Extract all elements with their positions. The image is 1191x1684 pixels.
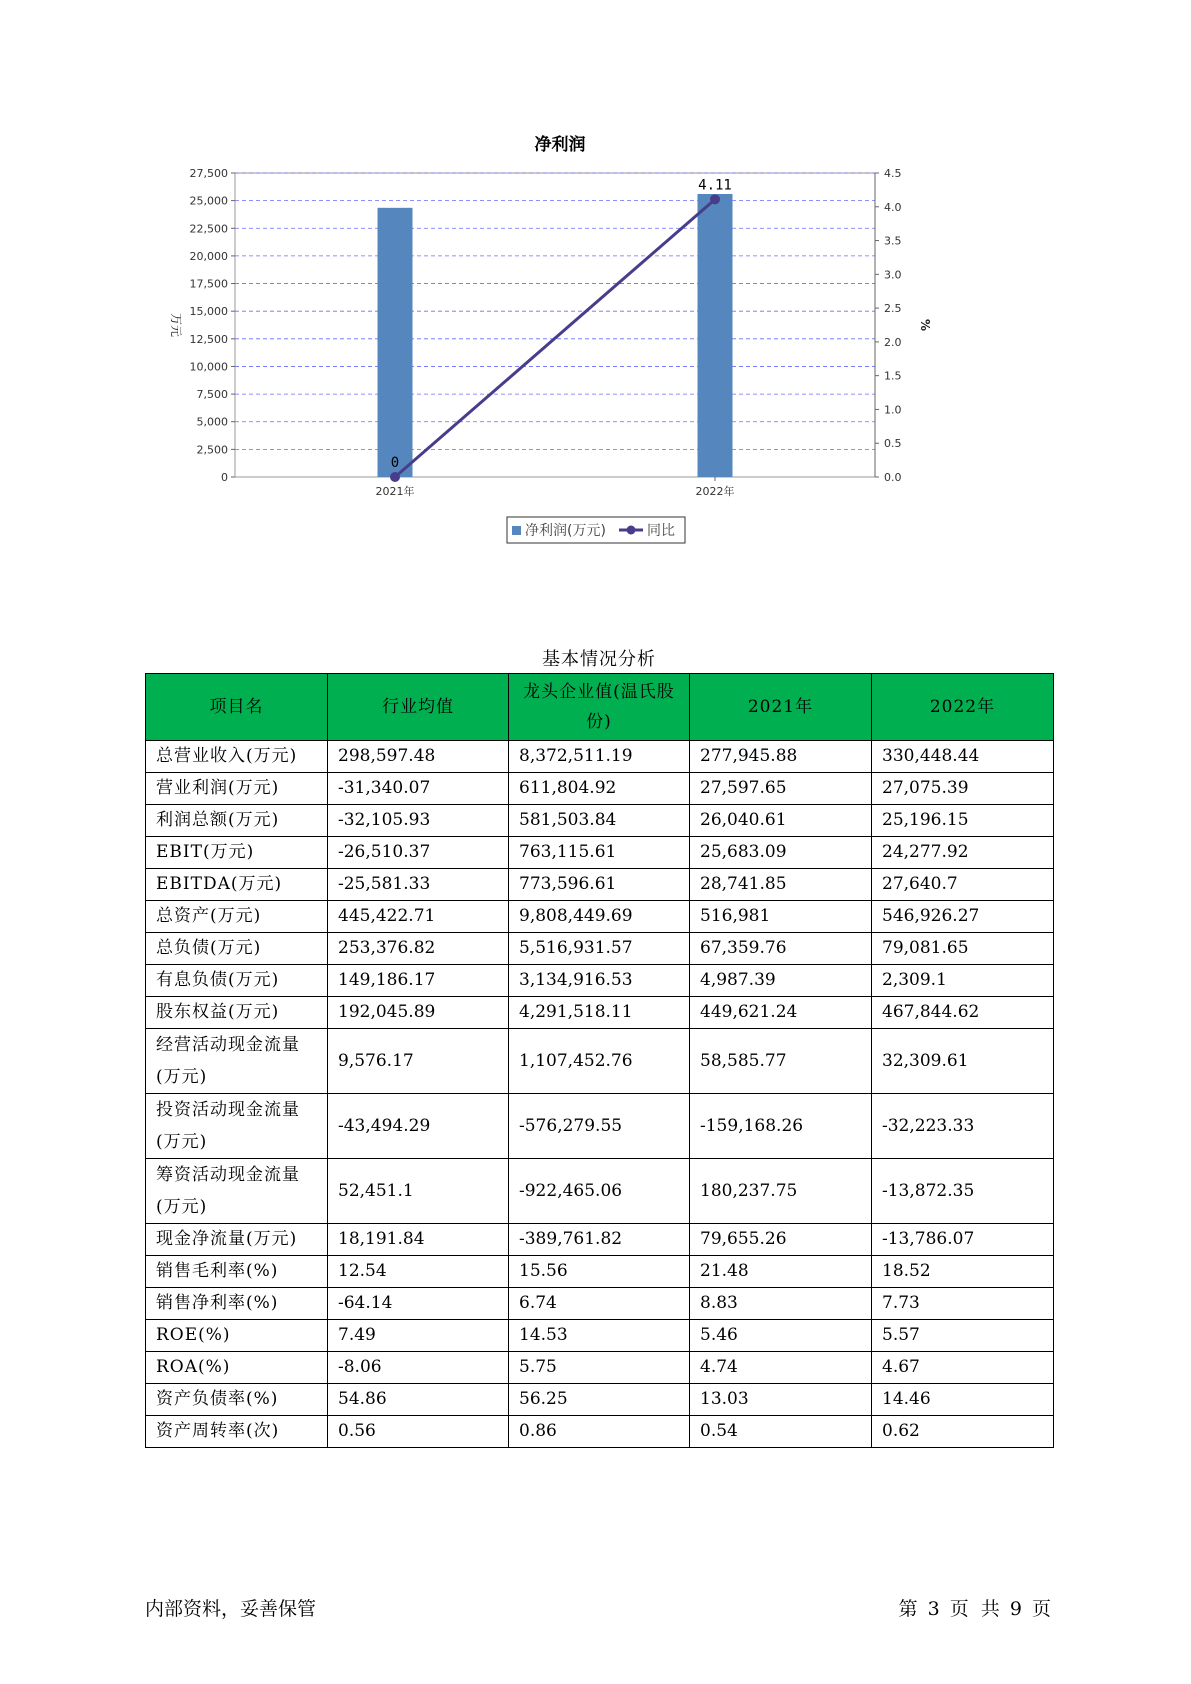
value-cell: 467,844.62 <box>872 997 1054 1029</box>
row-label-cell: 经营活动现金流量(万元) <box>146 1029 328 1094</box>
page-current: 3 <box>927 1598 940 1620</box>
y2-axis-title: % <box>918 318 932 332</box>
value-cell: -922,465.06 <box>509 1159 690 1224</box>
y2-tick-label: 3.0 <box>884 268 902 282</box>
yoy-point <box>390 472 400 482</box>
row-label-cell: 营业利润(万元) <box>146 773 328 805</box>
x-tick-label: 2022年 <box>695 485 735 498</box>
table-row <box>146 1094 1054 1159</box>
value-cell: -159,168.26 <box>690 1094 872 1159</box>
value-cell: -25,581.33 <box>328 869 509 901</box>
value-cell: 25,196.15 <box>872 805 1054 837</box>
value-cell: 4.74 <box>690 1352 872 1384</box>
value-cell: 180,237.75 <box>690 1159 872 1224</box>
row-label-cell: 股东权益(万元) <box>146 997 328 1029</box>
value-cell: 611,804.92 <box>509 773 690 805</box>
value-cell: 58,585.77 <box>690 1029 872 1094</box>
value-cell: 15.56 <box>509 1256 690 1288</box>
y2-tick-label: 3.5 <box>884 234 902 248</box>
chart-title: 净利润 <box>534 135 586 155</box>
value-cell: 763,115.61 <box>509 837 690 869</box>
row-label-cell: 销售净利率(%) <box>146 1288 328 1320</box>
value-cell: 24,277.92 <box>872 837 1054 869</box>
y-tick-label: 15,000 <box>189 305 228 319</box>
value-cell: 27,640.7 <box>872 869 1054 901</box>
table-row <box>146 805 1054 837</box>
value-cell: 149,186.17 <box>328 965 509 997</box>
value-cell: 192,045.89 <box>328 997 509 1029</box>
value-cell: 2,309.1 <box>872 965 1054 997</box>
value-cell: 52,451.1 <box>328 1159 509 1224</box>
header-2021: 2021年 <box>690 674 872 741</box>
legend-line-marker <box>627 526 636 535</box>
footer-confidential-note: 内部资料，妥善保管 <box>145 1598 317 1620</box>
table-row <box>146 837 1054 869</box>
y2-tick-label: 0.0 <box>884 471 902 484</box>
row-label-cell: EBIT(万元) <box>146 837 328 869</box>
value-cell: 8.83 <box>690 1288 872 1320</box>
value-cell: 0.56 <box>328 1416 509 1448</box>
table-row <box>146 1224 1054 1256</box>
row-label-cell: ROE(%) <box>146 1320 328 1352</box>
footer-page-number <box>897 1594 1054 1621</box>
value-cell: 277,945.88 <box>690 741 872 773</box>
y-tick-label: 20,000 <box>189 249 228 263</box>
value-cell: 13.03 <box>690 1384 872 1416</box>
row-label-cell: 现金净流量(万元) <box>146 1224 328 1256</box>
value-cell: 516,981 <box>690 901 872 933</box>
y-tick-label: 2,500 <box>196 443 228 457</box>
value-cell: 330,448.44 <box>872 741 1054 773</box>
y-tick-label: 0 <box>221 471 228 484</box>
table-row <box>146 1416 1054 1448</box>
value-cell: 14.53 <box>509 1320 690 1352</box>
value-cell: 5.46 <box>690 1320 872 1352</box>
y-axis-title: 万元 <box>169 312 183 338</box>
row-label-cell: 有息负债(万元) <box>146 965 328 997</box>
plot-area <box>235 173 875 477</box>
value-cell: 546,926.27 <box>872 901 1054 933</box>
table-body <box>146 741 1054 1448</box>
value-cell: -576,279.55 <box>509 1094 690 1159</box>
value-cell: 18.52 <box>872 1256 1054 1288</box>
value-cell: -26,510.37 <box>328 837 509 869</box>
yoy-data-label: 4.11 <box>698 177 732 194</box>
y-tick-label: 27,500 <box>189 167 228 180</box>
value-cell: 9,808,449.69 <box>509 901 690 933</box>
y2-tick-label: 0.5 <box>884 437 902 451</box>
value-cell: 56.25 <box>509 1384 690 1416</box>
value-cell: 0.62 <box>872 1416 1054 1448</box>
value-cell: 449,621.24 <box>690 997 872 1029</box>
y-tick-label: 22,500 <box>189 222 228 236</box>
table-caption: 基本情况分析 <box>542 649 656 670</box>
row-label-cell: 资产负债率(%) <box>146 1384 328 1416</box>
value-cell: 7.73 <box>872 1288 1054 1320</box>
row-label-cell: 总营业收入(万元) <box>146 741 328 773</box>
value-cell: 79,081.65 <box>872 933 1054 965</box>
legend-line-label: 同比 <box>647 523 675 539</box>
table-row <box>146 1256 1054 1288</box>
row-label-cell: 总负债(万元) <box>146 933 328 965</box>
y-tick-label: 10,000 <box>189 360 228 374</box>
table-row <box>146 1159 1054 1224</box>
row-label-cell: 利润总额(万元) <box>146 805 328 837</box>
value-cell: 4,291,518.11 <box>509 997 690 1029</box>
value-cell: 5.57 <box>872 1320 1054 1352</box>
row-label-cell: 投资活动现金流量(万元) <box>146 1094 328 1159</box>
value-cell: 8,372,511.19 <box>509 741 690 773</box>
value-cell: 253,376.82 <box>328 933 509 965</box>
value-cell: 298,597.48 <box>328 741 509 773</box>
x-tick-label: 2021年 <box>375 485 415 498</box>
header-item-name: 项目名 <box>146 674 328 741</box>
table-row <box>146 773 1054 805</box>
value-cell: 7.49 <box>328 1320 509 1352</box>
value-cell: 18,191.84 <box>328 1224 509 1256</box>
value-cell: 12.54 <box>328 1256 509 1288</box>
value-cell: 14.46 <box>872 1384 1054 1416</box>
value-cell: -13,872.35 <box>872 1159 1054 1224</box>
value-cell: 67,359.76 <box>690 933 872 965</box>
basic-analysis-table <box>145 673 1054 1448</box>
value-cell: -32,105.93 <box>328 805 509 837</box>
table-row <box>146 1384 1054 1416</box>
value-cell: 1,107,452.76 <box>509 1029 690 1094</box>
header-2022: 2022年 <box>872 674 1054 741</box>
row-label-cell: ROA(%) <box>146 1352 328 1384</box>
table-row <box>146 997 1054 1029</box>
table-row <box>146 901 1054 933</box>
y2-tick-label: 2.0 <box>884 335 902 349</box>
value-cell: 5.75 <box>509 1352 690 1384</box>
table-row <box>146 1288 1054 1320</box>
page-total: 9 <box>1009 1598 1022 1620</box>
value-cell: 54.86 <box>328 1384 509 1416</box>
value-cell: 27,597.65 <box>690 773 872 805</box>
y-tick-label: 25,000 <box>189 194 228 208</box>
value-cell: -13,786.07 <box>872 1224 1054 1256</box>
y2-tick-label: 2.5 <box>884 302 902 316</box>
y-tick-label: 5,000 <box>196 415 228 429</box>
value-cell: -64.14 <box>328 1288 509 1320</box>
value-cell: 4,987.39 <box>690 965 872 997</box>
table-row <box>146 965 1054 997</box>
value-cell: 581,503.84 <box>509 805 690 837</box>
value-cell: -389,761.82 <box>509 1224 690 1256</box>
y2-tick-label: 4.5 <box>884 167 902 180</box>
y2-tick-label: 1.5 <box>884 369 902 383</box>
value-cell: 3,134,916.53 <box>509 965 690 997</box>
y-tick-label: 7,500 <box>196 388 228 402</box>
table-header-row <box>146 674 1054 741</box>
value-cell: 25,683.09 <box>690 837 872 869</box>
value-cell: 445,422.71 <box>328 901 509 933</box>
yoy-point <box>710 194 720 204</box>
value-cell: -32,223.33 <box>872 1094 1054 1159</box>
value-cell: 0.54 <box>690 1416 872 1448</box>
table-row <box>146 741 1054 773</box>
chart-svg <box>150 135 1030 595</box>
net-profit-bar <box>378 208 413 477</box>
row-label-cell: 筹资活动现金流量(万元) <box>146 1159 328 1224</box>
net-profit-chart <box>150 135 1030 595</box>
value-cell: -31,340.07 <box>328 773 509 805</box>
y2-tick-label: 4.0 <box>884 200 902 214</box>
value-cell: 26,040.61 <box>690 805 872 837</box>
page-mid: 页 共 <box>949 1598 1000 1620</box>
row-label-cell: EBITDA(万元) <box>146 869 328 901</box>
table-row <box>146 869 1054 901</box>
value-cell: 5,516,931.57 <box>509 933 690 965</box>
value-cell: 27,075.39 <box>872 773 1054 805</box>
value-cell: -43,494.29 <box>328 1094 509 1159</box>
table-row <box>146 933 1054 965</box>
table-row <box>146 1352 1054 1384</box>
net-profit-bar <box>698 194 733 477</box>
value-cell: 79,655.26 <box>690 1224 872 1256</box>
y2-tick-label: 1.0 <box>884 403 902 417</box>
value-cell: 21.48 <box>690 1256 872 1288</box>
y-tick-label: 17,500 <box>189 277 228 291</box>
legend-bar-swatch <box>512 526 521 535</box>
table-row <box>146 1029 1054 1094</box>
value-cell: 4.67 <box>872 1352 1054 1384</box>
value-cell: 28,741.85 <box>690 869 872 901</box>
page-prefix: 第 <box>898 1598 918 1620</box>
value-cell: 32,309.61 <box>872 1029 1054 1094</box>
legend-bar-label: 净利润(万元) <box>525 523 606 539</box>
header-leader-value: 龙头企业值(温氏股份) <box>509 674 690 741</box>
value-cell: 6.74 <box>509 1288 690 1320</box>
table-row <box>146 1320 1054 1352</box>
value-cell: 773,596.61 <box>509 869 690 901</box>
row-label-cell: 资产周转率(次) <box>146 1416 328 1448</box>
value-cell: -8.06 <box>328 1352 509 1384</box>
yoy-data-label: 0 <box>390 455 400 471</box>
row-label-cell: 总资产(万元) <box>146 901 328 933</box>
row-label-cell: 销售毛利率(%) <box>146 1256 328 1288</box>
header-industry-average: 行业均值 <box>328 674 509 741</box>
value-cell: 0.86 <box>509 1416 690 1448</box>
y-tick-label: 12,500 <box>189 332 228 346</box>
page-suffix: 页 <box>1031 1598 1051 1620</box>
value-cell: 9,576.17 <box>328 1029 509 1094</box>
